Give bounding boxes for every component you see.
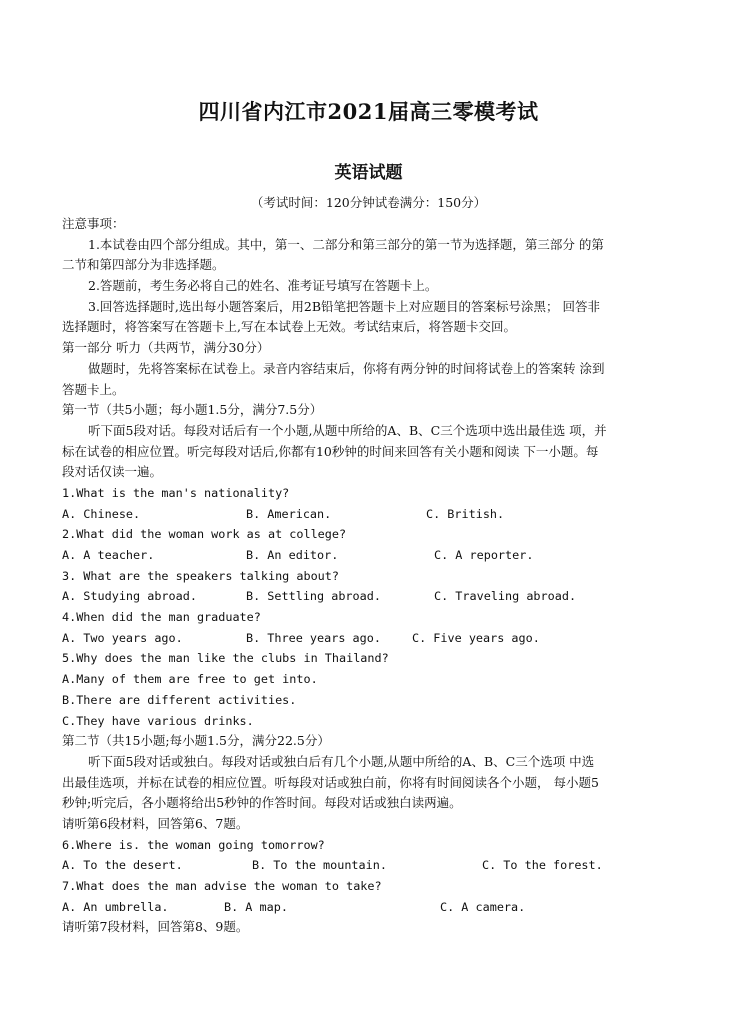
question-4: 4.When did the man graduate? — [62, 610, 261, 625]
section2-instruction-line-2: 出最佳选项，并标在试卷的相应位置。听每段对话或独白前，你将有时间阅读各个小题， 每小题5 — [62, 774, 599, 790]
question-1-options — [62, 504, 680, 525]
option-c: C. Traveling abroad. — [434, 589, 577, 604]
option-a: A. To the desert. — [62, 858, 183, 873]
option-c: C. A camera. — [440, 899, 526, 914]
option-a: A. A teacher. — [62, 548, 155, 562]
notes-heading: 注意事项： — [62, 216, 125, 231]
option-b: B. An editor. — [246, 548, 339, 562]
note-3-line-2: 选择题时，将答案写在答题卡上,写在本试卷上无效。考试结束后，将答题卡交回。 — [62, 319, 516, 335]
section2-heading: 第二节（共15小题;每小题1.5分，满分22.5分） — [62, 733, 330, 749]
part1-instruction-line-2: 答题卡上。 — [62, 381, 125, 397]
section1-heading: 第一节（共5小题；每小题1.5分，满分7.5分） — [62, 402, 323, 418]
question-2: 2.What did the woman work as at college? — [62, 527, 347, 542]
option-c: C. To the forest. — [482, 858, 603, 873]
question-3-options — [62, 586, 680, 607]
exam-info: （考试时间：120分钟试卷满分：150分） — [250, 195, 487, 210]
question-1: 1.What is the man's nationality? — [62, 485, 290, 500]
question-6: 6.Where is. the woman going tomorrow? — [62, 837, 325, 852]
exam-body — [62, 214, 680, 938]
question-5: 5.Why does the man like the clubs in Thailand? — [62, 651, 389, 666]
part1-instruction-line-1: 做题时，先将答案标在试卷上。录音内容结束后，你将有两分钟的时间将试卷上的答案转 涂到 — [88, 360, 605, 376]
section2-instruction-line-1: 听下面5段对话或独白。每段对话或独白后有几个小题,从题中所给的A、B、C三个选项 中选 — [88, 753, 595, 769]
question-5-option-c: C.They have various drinks. — [62, 713, 254, 728]
option-a: A. Chinese. — [62, 506, 141, 521]
option-b: B. A map. — [224, 899, 288, 914]
question-4-options — [62, 628, 680, 649]
section1-instruction-line-1: 听下面5段对话。每段对话后有一个小题,从题中所给的A、B、C三个选项中选出最佳选 项，并 — [88, 422, 607, 438]
question-3: 3. What are the speakers talking about? — [62, 568, 339, 583]
section2-instruction-line-3: 秒钟;听完后，各小题将给出5秒钟的作答时间。每段对话或独白读两遍。 — [62, 795, 462, 811]
part1-heading: 第一部分 听力（共两节，满分30分） — [62, 340, 270, 356]
note-3-line-1: 3.回答选择题时,选出每小题答案后，用2B铅笔把答题卡上对应题目的答案标号涂黑； 回答非 — [88, 298, 601, 314]
option-c: C. British. — [426, 506, 505, 521]
option-a: A. An umbrella. — [62, 899, 169, 914]
option-a: A. Two years ago. — [62, 630, 183, 645]
question-5-option-a: A.Many of them are free to get into. — [62, 672, 318, 687]
note-1-line-1: 1.本试卷由四个部分组成。其中，第一、二部分和第三部分的第一节为选择题，第三部分 的第 — [88, 236, 604, 252]
option-c: C. Five years ago. — [412, 630, 540, 645]
question-2-options — [62, 545, 680, 566]
question-5-option-b: B.There are different activities. — [62, 692, 297, 707]
question-6-options — [62, 855, 680, 876]
exam-title: 四川省内江市2021届高三零模考试 — [198, 99, 539, 124]
option-b: B. Three years ago. — [246, 630, 381, 645]
section1-instruction-line-2: 标在试卷的相应位置。听完每段对话后,你都有10秒钟的时间来回答有关小题和阅读 下一小题。每 — [62, 443, 599, 459]
option-b: B. American. — [246, 506, 332, 521]
option-b: B. Settling abroad. — [246, 589, 381, 604]
note-2: 2.答题前，考生务必将自己的姓名、准考证号填写在答题卡上。 — [88, 278, 438, 294]
option-b: B. To the mountain. — [252, 858, 387, 873]
question-7: 7.What does the man advise the woman to take? — [62, 879, 382, 893]
question-7-options — [62, 897, 680, 918]
option-a: A. Studying abroad. — [62, 589, 197, 604]
material-6-prompt: 请听第6段材料，回答第6、7题。 — [62, 815, 249, 831]
section1-instruction-line-3: 段对话仅读一遍。 — [62, 464, 163, 480]
note-1-line-2: 二节和第四部分为非选择题。 — [62, 257, 225, 273]
option-c: C. A reporter. — [434, 548, 534, 562]
material-7-prompt: 请听第7段材料，回答第8、9题。 — [62, 919, 249, 935]
subject-title: 英语试题 — [334, 163, 403, 183]
